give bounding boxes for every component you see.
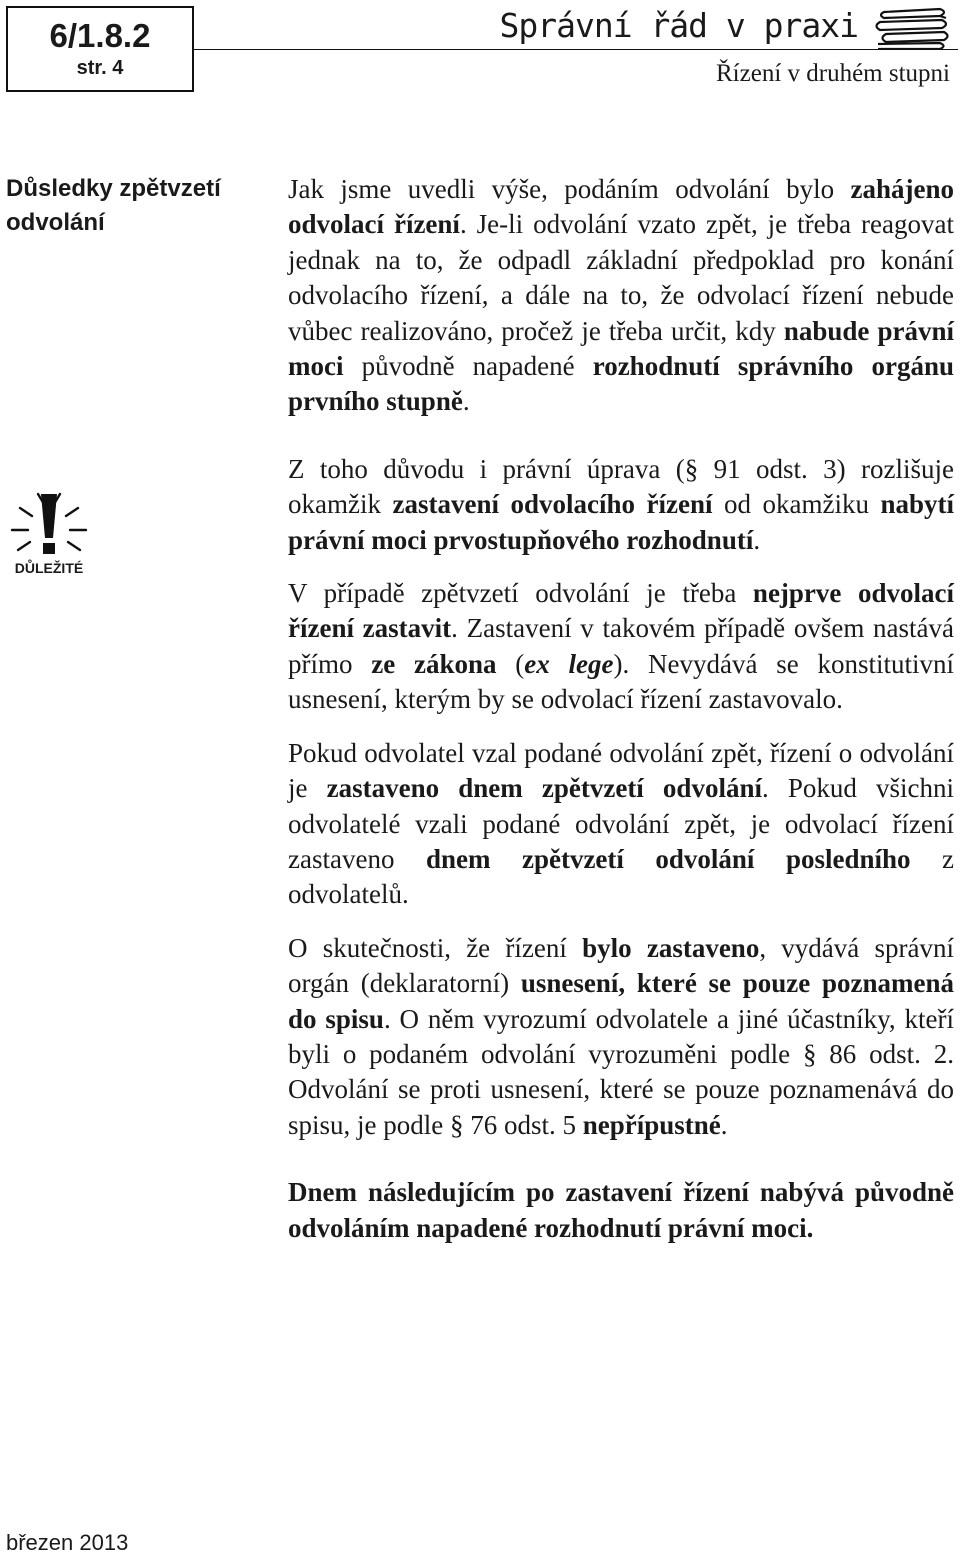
text-run: .: [720, 1109, 728, 1140]
body-paragraph: [288, 736, 954, 913]
emphasis-run: dnem zpětvzetí odvolání posledního: [425, 843, 911, 874]
text-run: Z toho důvodu i právní úprava (§ 91 odst. 3) rozlišuje okamžik: [288, 453, 954, 520]
text-run: . O něm vyrozumí odvolatele a jiné účastníky, kteří byli o podaném odvolání vyrozuměni podle § 86 odst. 2. Odvolání se proti usnesení, které se pouze poznamenává do spisu, je podle § 76 odst. 5: [288, 1003, 954, 1140]
text-run: (: [496, 648, 525, 679]
emphasis-run: nabude právní moci: [288, 315, 954, 382]
emphasis-run: ze zákona: [371, 648, 497, 679]
text-run: ex lege: [524, 648, 614, 679]
books-icon: [870, 6, 952, 50]
emphasis-run: zahájeno odvolací řízení: [288, 174, 954, 240]
running-title: Správní řád v praxi: [499, 6, 858, 45]
text-run: Jak jsme uvedli výše, podáním odvolání bylo: [288, 174, 851, 204]
important-marker: [8, 490, 90, 594]
emphasis-run: [524, 649, 613, 679]
text-run: Pokud odvolatel vzal podané odvolání zpět, řízení o odvolání je: [288, 737, 954, 804]
footer-date: březen 2013: [6, 1530, 129, 1555]
page-number: 6/1.8.2: [49, 17, 151, 54]
text-run: od okamžiku: [712, 489, 881, 520]
main-text-column: [288, 172, 954, 1264]
emphasis-run: zastavení odvolacího řízení: [392, 489, 713, 520]
emphasis-run: bylo zastaveno: [582, 932, 760, 963]
text-run: z odvolatelů.: [288, 843, 954, 910]
page-number-box: [6, 6, 194, 92]
text-run: , vydává správní orgán (deklaratorní): [288, 932, 954, 999]
margin-heading: Důsledky zpětvzetí odvolání: [6, 175, 221, 236]
text-run: původně napadené: [343, 351, 593, 382]
body-paragraph: [288, 931, 954, 1143]
emphasis-run: Dnem následujícím po zastavení řízení nabývá původně odvoláním napadené rozhodnutí právní moci.: [288, 1177, 954, 1243]
text-run: O skutečnosti, že řízení: [288, 932, 583, 963]
warning-exclamation-icon: [8, 490, 90, 560]
emphasis-run: rozhodnutí správního orgánu prvního stupně: [288, 351, 954, 417]
text-run: V případě zpětvzetí odvolání je třeba: [288, 578, 753, 609]
text-run: ). Nevydává se konstitutivní usnesení, kterým by se odvolací řízení zastavovalo.: [288, 648, 954, 715]
text-run: .: [462, 386, 470, 417]
body-paragraph: [288, 1175, 954, 1246]
emphasis-run: nejprve odvolací řízení zastavit: [288, 578, 954, 644]
body-paragraph: [288, 576, 954, 718]
emphasis-run: zastaveno dnem zpětvzetí odvolání: [326, 773, 762, 804]
emphasis-run: nepřípustné: [582, 1109, 721, 1140]
running-subtitle: Řízení v druhém stupni: [716, 60, 950, 87]
text-run: .: [753, 524, 761, 555]
text-run: . Zastavení v takovém případě ovšem nastává přímo: [288, 613, 954, 679]
emphasis-run: usnesení, které se pouze poznamená do spisu: [288, 968, 954, 1034]
text-run: . Pokud všichni odvolatelé vzali podané odvolání zpět, je odvolací řízení zastaveno: [288, 773, 954, 874]
important-label: DŮLEŽITÉ: [14, 560, 84, 576]
body-paragraph: [288, 452, 954, 558]
emphasis-run: nabytí právní moci prvostupňového rozhodnutí: [288, 489, 954, 555]
text-run: . Je-li odvolání vzato zpět, je třeba reagovat jednak na to, že odpadl základní předpoklad pro konání odvolacího řízení, a dále na to, že odvolací řízení nebude vůbec realizováno, pročež je třeba určit, kdy: [288, 209, 954, 346]
header-rule: [194, 49, 958, 50]
body-paragraph: [288, 172, 954, 420]
page-label: str. 4: [76, 57, 124, 79]
